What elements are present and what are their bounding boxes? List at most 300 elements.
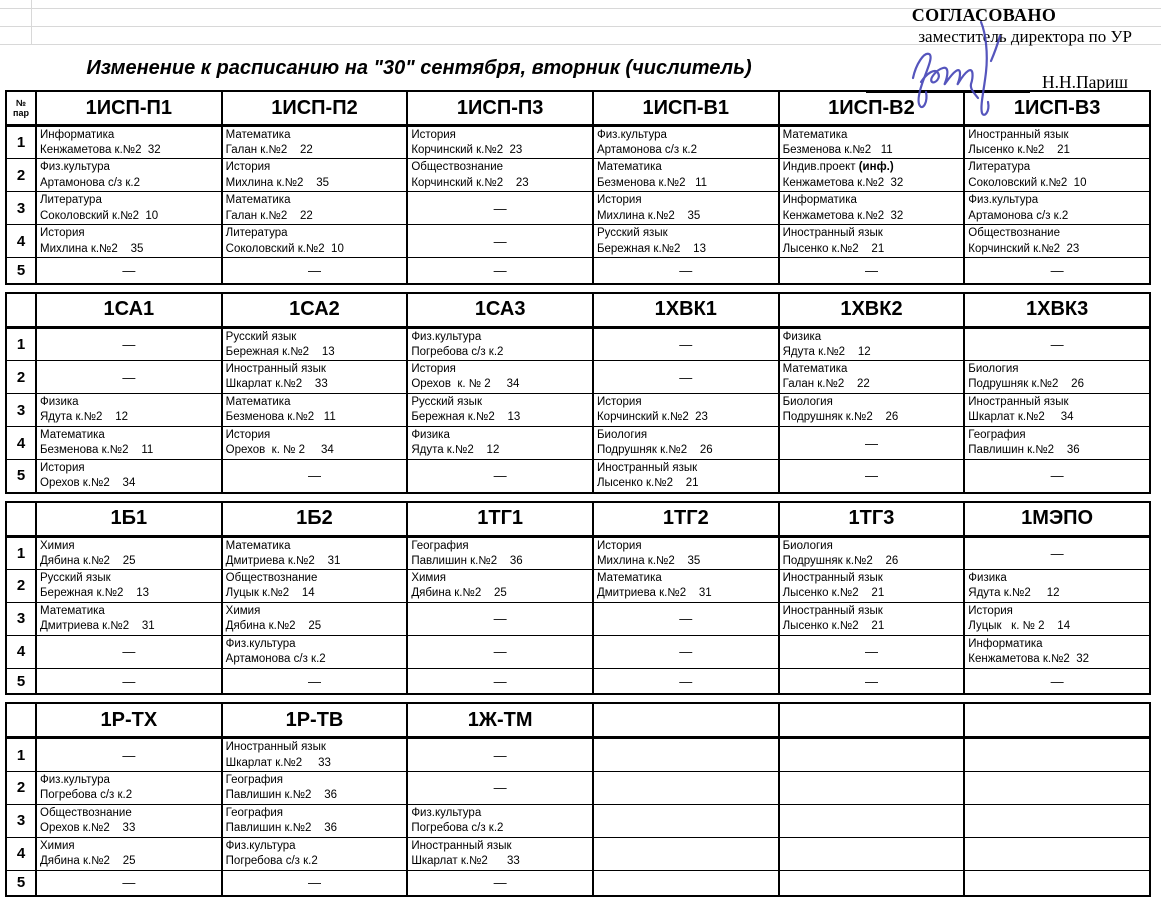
lesson-cell <box>407 536 593 569</box>
subject-label: Иностранный язык <box>411 839 512 852</box>
dash-cell: — <box>36 361 222 394</box>
group-header: 1ИСП-В3 <box>964 91 1150 126</box>
subject-label: История <box>596 539 642 552</box>
lesson-cell <box>407 837 593 870</box>
period-number: 1 <box>6 327 36 360</box>
schedule-table <box>5 501 1151 696</box>
page-title: Изменение к расписанию на "30" сентября, вторник (числитель) <box>86 57 752 79</box>
lesson-cell <box>779 327 965 360</box>
lesson-cell <box>36 569 222 602</box>
subject-label: Иностранный язык <box>225 363 326 376</box>
subject-label: Физ.культура <box>411 806 482 819</box>
teacher-room-label: Галан к.№2 22 <box>225 209 313 222</box>
subject-label: Биология <box>782 539 833 552</box>
subject-label: Математика <box>596 571 662 584</box>
group-header: 1ТГ3 <box>779 502 965 537</box>
teacher-room-label: Шкарлат к.№2 33 <box>411 854 520 867</box>
period-number: 3 <box>6 394 36 427</box>
dash-cell: — <box>779 258 965 284</box>
group-header: 1СА1 <box>36 293 222 328</box>
teacher-room-label: Дябина к.№2 25 <box>40 854 136 867</box>
dash-cell: — <box>593 361 779 394</box>
approval-block <box>866 5 1158 93</box>
lesson-cell <box>964 602 1150 635</box>
subject-label: Физ.культура <box>596 129 667 141</box>
period-number: 2 <box>6 361 36 394</box>
subject-label: Русский язык <box>596 227 668 240</box>
group-header: 1ИСП-В1 <box>593 91 779 126</box>
teacher-room-label: Дмитриева к.№2 31 <box>40 620 155 633</box>
subject-label: Обществознание <box>411 161 504 174</box>
subject-label: Математика <box>40 604 105 617</box>
teacher-room-label: Дмитриева к.№2 31 <box>225 554 341 567</box>
dash-cell: — <box>407 668 593 694</box>
empty-cell <box>593 771 779 804</box>
teacher-room-label: Ядута к.№2 12 <box>968 587 1060 600</box>
period-number: 2 <box>6 159 36 192</box>
approver-name: Н.Н.Париш <box>1042 72 1129 92</box>
lesson-cell <box>593 192 779 225</box>
teacher-room-label: Дябина к.№2 25 <box>225 620 322 633</box>
teacher-room-label: Погребова с/з к.2 <box>40 788 133 801</box>
teacher-room-label: Безменова к.№2 11 <box>596 176 708 189</box>
period-number: 4 <box>6 225 36 258</box>
subject-label: Математика <box>225 539 291 552</box>
group-header: 1ХВК3 <box>964 293 1150 328</box>
empty-cell <box>964 738 1150 771</box>
lesson-cell <box>36 804 222 837</box>
corner-header: № пар <box>6 91 36 126</box>
group-header: 1ИСП-П3 <box>407 91 593 126</box>
group-header: 1МЭПО <box>964 502 1150 537</box>
subject-label: Химия <box>411 571 446 584</box>
teacher-room-label: Орехов к. № 2 34 <box>225 444 334 457</box>
teacher-room-label: Орехов к.№2 33 <box>40 821 136 834</box>
dash-cell: — <box>964 258 1150 284</box>
dash-cell: — <box>779 460 965 493</box>
teacher-room-label: Кенжаметова к.№2 32 <box>968 653 1089 666</box>
dash-cell: — <box>964 536 1150 569</box>
empty-cell <box>593 837 779 870</box>
lesson-cell <box>593 126 779 159</box>
schedule-sections <box>5 90 1151 897</box>
teacher-room-label: Павлишин к.№2 36 <box>968 444 1080 457</box>
dash-cell: — <box>407 771 593 804</box>
subject-label: Русский язык <box>411 396 482 409</box>
group-header: 1ИСП-П2 <box>222 91 408 126</box>
subject-label: Информатика <box>968 637 1043 650</box>
group-header: 1ХВК1 <box>593 293 779 328</box>
subject-label: Физ.культура <box>225 839 296 852</box>
lesson-cell <box>407 394 593 427</box>
teacher-room-label: Безменова к.№2 11 <box>782 144 893 157</box>
period-number: 3 <box>6 804 36 837</box>
lesson-cell <box>964 394 1150 427</box>
teacher-room-label: Павлишин к.№2 36 <box>225 788 338 801</box>
teacher-room-label: Ядута к.№2 12 <box>40 411 129 424</box>
subject-label: Информатика <box>40 129 115 141</box>
gridline <box>31 0 32 44</box>
teacher-room-label: Шкарлат к.№2 33 <box>225 378 328 391</box>
lesson-cell <box>407 427 593 460</box>
lesson-cell <box>964 225 1150 258</box>
lesson-cell <box>593 460 779 493</box>
teacher-room-label: Бережная к.№2 13 <box>225 346 335 359</box>
group-header: 1ХВК2 <box>779 293 965 328</box>
dash-cell: — <box>36 668 222 694</box>
teacher-room-label: Ядута к.№2 12 <box>411 444 500 457</box>
group-header: 1ТГ2 <box>593 502 779 537</box>
empty-cell <box>779 837 965 870</box>
lesson-cell <box>964 427 1150 460</box>
empty-cell <box>964 771 1150 804</box>
subject-label: Иностранный язык <box>782 571 883 584</box>
teacher-room-label: Орехов к. № 2 34 <box>411 378 520 391</box>
teacher-room-label: Безменова к.№2 11 <box>225 411 336 424</box>
teacher-room-label: Корчинский к.№2 23 <box>411 144 523 157</box>
subject-label: Иностранный язык <box>968 129 1069 141</box>
lesson-cell <box>593 569 779 602</box>
dash-cell: — <box>407 870 593 896</box>
teacher-room-label: Соколовский к.№2 10 <box>225 242 344 255</box>
dash-cell: — <box>779 427 965 460</box>
subject-label: История <box>968 604 1013 617</box>
lesson-cell <box>222 159 408 192</box>
subject-label: Литература <box>968 161 1031 174</box>
period-number: 4 <box>6 837 36 870</box>
teacher-room-label: Погребова с/з к.2 <box>225 854 318 867</box>
lesson-cell <box>36 771 222 804</box>
lesson-cell <box>222 427 408 460</box>
lesson-cell <box>36 602 222 635</box>
dash-cell: — <box>593 668 779 694</box>
subject-label: Обществознание <box>968 227 1060 240</box>
dash-cell: — <box>36 327 222 360</box>
period-number: 4 <box>6 427 36 460</box>
teacher-room-label: Погребова с/з к.2 <box>411 346 504 359</box>
teacher-room-label: Лысенко к.№2 21 <box>782 620 885 633</box>
period-number: 3 <box>6 192 36 225</box>
lesson-cell <box>36 192 222 225</box>
subject-label: Физика <box>782 330 822 343</box>
subject-label: История <box>411 129 456 141</box>
subject-label: Химия <box>40 539 75 552</box>
subject-label: Иностранный язык <box>968 396 1069 409</box>
subject-label: История <box>40 462 85 475</box>
subject-label: Химия <box>225 604 261 617</box>
corner-header <box>6 293 36 328</box>
subject-label: Физ.культура <box>40 161 110 174</box>
teacher-room-label: Артамонова с/з к.2 <box>968 209 1069 222</box>
group-header: 1Р-ТХ <box>36 703 222 738</box>
period-number: 1 <box>6 536 36 569</box>
empty-cell <box>593 870 779 896</box>
lesson-cell <box>222 192 408 225</box>
teacher-room-label: Ядута к.№2 12 <box>782 346 871 359</box>
subject-label: Математика <box>225 194 291 207</box>
lesson-cell <box>222 394 408 427</box>
lesson-cell <box>222 635 408 668</box>
lesson-cell <box>593 225 779 258</box>
lesson-cell <box>222 536 408 569</box>
subject-label: Русский язык <box>40 571 111 584</box>
teacher-room-label: Павлишин к.№2 36 <box>225 821 338 834</box>
lesson-cell <box>407 804 593 837</box>
empty-cell <box>779 870 965 896</box>
period-number: 1 <box>6 738 36 771</box>
group-header: 1Ж-ТМ <box>407 703 593 738</box>
lesson-cell <box>964 569 1150 602</box>
subject-label: Математика <box>225 396 291 409</box>
teacher-room-label: Подрушняк к.№2 26 <box>596 444 713 457</box>
subject-label: Иностранный язык <box>225 741 326 754</box>
dash-cell: — <box>593 258 779 284</box>
subject-label: Информатика <box>782 194 857 207</box>
dash-cell: — <box>407 635 593 668</box>
subject-label: Иностранный язык <box>596 462 698 475</box>
teacher-room-label: Галан к.№2 22 <box>782 378 870 391</box>
teacher-room-label: Корчинский к.№2 23 <box>968 242 1080 255</box>
group-header <box>964 703 1150 738</box>
dash-cell: — <box>36 738 222 771</box>
group-header: 1ИСП-П1 <box>36 91 222 126</box>
dash-cell: — <box>593 327 779 360</box>
empty-cell <box>593 804 779 837</box>
group-header <box>779 703 965 738</box>
subject-label: История <box>225 161 271 174</box>
dash-cell: — <box>964 460 1150 493</box>
teacher-room-label: Луцык к. № 2 14 <box>968 620 1071 633</box>
subject-label: География <box>225 773 284 786</box>
teacher-room-label: Корчинский к.№2 23 <box>411 176 529 189</box>
dash-cell: — <box>407 192 593 225</box>
subject-label: История <box>596 396 642 409</box>
lesson-cell <box>964 635 1150 668</box>
schedule-table <box>5 90 1151 285</box>
teacher-room-label: Дмитриева к.№2 31 <box>596 587 712 600</box>
lesson-cell <box>222 837 408 870</box>
period-number: 5 <box>6 870 36 896</box>
lesson-cell <box>779 126 965 159</box>
teacher-room-label: Подрушняк к.№2 26 <box>968 378 1084 391</box>
lesson-cell <box>964 126 1150 159</box>
empty-cell <box>964 870 1150 896</box>
subject-label: Иностранный язык <box>782 604 883 617</box>
lesson-cell <box>964 361 1150 394</box>
subject-label: Литература <box>225 227 288 240</box>
group-header: 1ИСП-В2 <box>779 91 965 126</box>
teacher-room-label: Соколовский к.№2 10 <box>40 209 159 222</box>
teacher-room-label: Соколовский к.№2 10 <box>968 176 1087 189</box>
teacher-room-label: Шкарлат к.№2 33 <box>225 756 331 769</box>
group-header: 1СА2 <box>222 293 408 328</box>
group-header: 1СА3 <box>407 293 593 328</box>
group-header: 1Б1 <box>36 502 222 537</box>
teacher-room-label: Подрушняк к.№2 26 <box>782 411 899 424</box>
lesson-cell <box>779 394 965 427</box>
lesson-cell <box>779 192 965 225</box>
lesson-cell <box>779 569 965 602</box>
lesson-cell <box>593 427 779 460</box>
lesson-cell <box>407 361 593 394</box>
dash-cell: — <box>222 460 408 493</box>
empty-cell <box>964 837 1150 870</box>
lesson-cell <box>407 159 593 192</box>
group-header <box>593 703 779 738</box>
teacher-room-label: Бережная к.№2 13 <box>40 587 149 600</box>
teacher-room-label: Шкарлат к.№2 34 <box>968 411 1074 424</box>
teacher-room-label: Артамонова с/з к.2 <box>225 653 326 666</box>
teacher-room-label: Подрушняк к.№2 26 <box>782 554 899 567</box>
subject-label: Математика <box>40 429 105 442</box>
subject-label: Физ.культура <box>225 637 296 650</box>
teacher-room-label: Лысенко к.№2 21 <box>782 587 885 600</box>
teacher-room-label: Артамонова с/з к.2 <box>596 144 697 157</box>
period-number: 4 <box>6 635 36 668</box>
approval-heading: СОГЛАСОВАНО <box>911 5 1057 25</box>
lesson-cell <box>222 327 408 360</box>
empty-cell <box>593 738 779 771</box>
lesson-cell <box>36 536 222 569</box>
lesson-cell <box>36 837 222 870</box>
lesson-cell <box>593 394 779 427</box>
teacher-room-label: Лысенко к.№2 21 <box>596 477 699 490</box>
lesson-cell <box>407 569 593 602</box>
subject-label: Математика <box>596 161 662 174</box>
schedule-table <box>5 292 1151 494</box>
teacher-room-label: Луцык к.№2 14 <box>225 587 315 600</box>
period-number: 2 <box>6 771 36 804</box>
lesson-cell <box>779 361 965 394</box>
lesson-cell <box>36 159 222 192</box>
period-number: 5 <box>6 668 36 694</box>
corner-header <box>6 502 36 537</box>
lesson-cell <box>964 192 1150 225</box>
teacher-room-label: Михлина к.№2 35 <box>596 554 701 567</box>
subject-label: Литература <box>40 194 102 207</box>
subject-label: Биология <box>596 429 648 442</box>
lesson-cell <box>593 159 779 192</box>
teacher-room-label: Кенжаметова к.№2 32 <box>782 176 904 189</box>
lesson-cell <box>779 536 965 569</box>
subject-label: Физика <box>40 396 79 409</box>
subject-label: История <box>225 429 271 442</box>
dash-cell: — <box>407 460 593 493</box>
lesson-cell <box>779 159 965 192</box>
dash-cell: — <box>36 870 222 896</box>
lesson-cell <box>222 771 408 804</box>
dash-cell: — <box>407 602 593 635</box>
dash-cell: — <box>222 870 408 896</box>
subject-label: География <box>411 539 469 552</box>
group-header: 1ТГ1 <box>407 502 593 537</box>
approval-role: заместитель директора по УР <box>918 27 1132 46</box>
lesson-cell <box>36 394 222 427</box>
teacher-room-label: Бережная к.№2 13 <box>596 242 706 255</box>
period-number: 1 <box>6 126 36 159</box>
lesson-cell <box>36 460 222 493</box>
dash-cell: — <box>593 602 779 635</box>
teacher-room-label: Дябина к.№2 25 <box>411 587 507 600</box>
empty-cell <box>964 804 1150 837</box>
subject-label: Русский язык <box>225 330 297 343</box>
subject-label: Математика <box>782 363 848 376</box>
group-header: 1Б2 <box>222 502 408 537</box>
subject-label: Химия <box>40 839 75 852</box>
empty-cell <box>779 771 965 804</box>
lesson-cell <box>36 427 222 460</box>
subject-label: География <box>968 429 1026 442</box>
teacher-room-label: Павлишин к.№2 36 <box>411 554 523 567</box>
period-number: 3 <box>6 602 36 635</box>
teacher-room-label: Михлина к.№2 35 <box>40 242 144 255</box>
lesson-cell <box>593 536 779 569</box>
teacher-room-label: Кенжаметова к.№2 32 <box>782 209 904 222</box>
dash-cell: — <box>779 668 965 694</box>
lesson-cell <box>222 569 408 602</box>
teacher-room-label: Бережная к.№2 13 <box>411 411 521 424</box>
lesson-cell <box>964 159 1150 192</box>
subject-label: Индив.проект (инф.) <box>782 161 894 174</box>
subject-label: История <box>411 363 456 376</box>
subject-label: Обществознание <box>225 571 318 584</box>
lesson-cell <box>222 126 408 159</box>
dash-cell: — <box>222 258 408 284</box>
teacher-room-label: Безменова к.№2 11 <box>40 444 154 457</box>
schedule-table <box>5 702 1151 897</box>
teacher-room-label: Погребова с/з к.2 <box>411 821 504 834</box>
subject-label: Биология <box>782 396 833 409</box>
lesson-cell <box>779 225 965 258</box>
group-header: 1Р-ТВ <box>222 703 408 738</box>
subject-label: Физ.культура <box>411 330 482 343</box>
teacher-room-label: Михлина к.№2 35 <box>596 209 701 222</box>
teacher-room-label: Орехов к.№2 34 <box>40 477 136 490</box>
period-number: 2 <box>6 569 36 602</box>
subject-label: Математика <box>782 129 848 141</box>
subject-label: Математика <box>225 129 291 141</box>
subject-label: Иностранный язык <box>782 227 883 240</box>
dash-cell: — <box>407 258 593 284</box>
dash-cell: — <box>407 738 593 771</box>
subject-label: Физ.культура <box>968 194 1039 207</box>
teacher-room-label: Лысенко к.№2 21 <box>782 242 885 255</box>
teacher-room-label: Лысенко к.№2 21 <box>968 144 1070 157</box>
dash-cell: — <box>964 327 1150 360</box>
lesson-cell <box>222 738 408 771</box>
subject-label: География <box>225 806 284 819</box>
lesson-cell <box>407 327 593 360</box>
period-number: 5 <box>6 460 36 493</box>
lesson-cell <box>222 361 408 394</box>
period-number: 5 <box>6 258 36 284</box>
dash-cell: — <box>964 668 1150 694</box>
empty-cell <box>779 804 965 837</box>
teacher-room-label: Дябина к.№2 25 <box>40 554 136 567</box>
dash-cell: — <box>593 635 779 668</box>
dash-cell: — <box>407 225 593 258</box>
lesson-cell <box>36 225 222 258</box>
subject-label: Физ.культура <box>40 773 110 786</box>
teacher-room-label: Кенжаметова к.№2 32 <box>40 144 161 157</box>
dash-cell: — <box>222 668 408 694</box>
subject-label: Физика <box>968 571 1007 584</box>
lesson-cell <box>222 602 408 635</box>
lesson-cell <box>222 225 408 258</box>
dash-cell: — <box>36 258 222 284</box>
dash-cell: — <box>36 635 222 668</box>
subject-label: Физика <box>411 429 450 442</box>
